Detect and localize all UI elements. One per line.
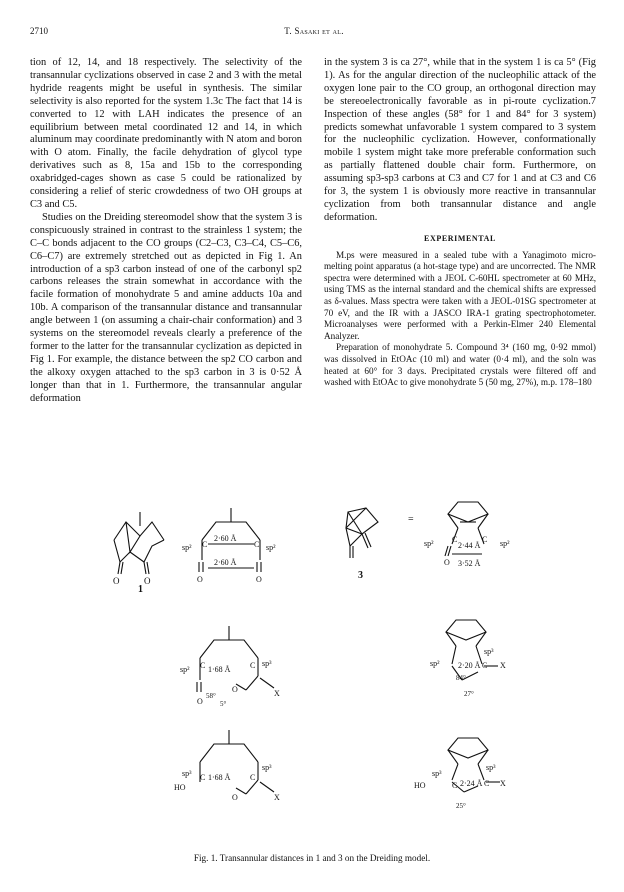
label-distance: 2·60 Å xyxy=(214,558,237,567)
label-sp3: sp³ xyxy=(484,647,494,656)
label-sp2: sp² xyxy=(424,539,434,548)
running-head: T. Sasaki et al. xyxy=(284,26,344,36)
label-compound-3: 3 xyxy=(358,570,363,581)
page-number: 2710 xyxy=(30,26,48,36)
label-sp2: sp² xyxy=(266,543,276,552)
compound-1-drawing xyxy=(114,512,164,574)
label-distance: 2·24 Å xyxy=(460,779,483,788)
label-distance: 1·68 Å xyxy=(208,773,231,782)
label-O: O xyxy=(197,575,203,584)
label-sp3: sp³ xyxy=(262,659,272,668)
left-paragraph-1: tion of 12, 14, and 18 respectively. The selectivity of the transannular cyclizations observed in case 2 and 3 with the metal hydride reagents might be useful in synthesis. The similar selectivity is also reported for the system 1.3c The fact that 14 is converted to 12 with LAH indicates the presence of an equilibrium between metal coordinated 12 and 14, in which aluminum may coordinate predominantly with N atom and boron with O atom. Finally, the facile dehydration of glycol type derivatives such as 8, 15a and 15b to the corresponding oxabridged-cages shown as case 5 could be rationalized by considering a relief of steric crowdedness of two OH groups at C3 and C5. xyxy=(30,57,302,210)
label-C: C xyxy=(482,661,488,670)
label-O: O xyxy=(197,697,203,706)
compound-1-reduced-schematic xyxy=(200,730,274,794)
label-sp2: sp² xyxy=(180,665,190,674)
label-compound-1: 1 xyxy=(138,584,143,595)
label-O: O xyxy=(256,575,262,584)
label-HO: HO xyxy=(414,781,426,790)
label-distance: 3·52 Å xyxy=(458,559,481,568)
label-distance: 2·60 Å xyxy=(214,534,237,543)
label-sp3: sp³ xyxy=(486,763,496,772)
label-C: C xyxy=(482,535,488,544)
label-O: O xyxy=(144,576,151,586)
figure-drawing xyxy=(96,500,536,845)
label-C: C xyxy=(200,661,206,670)
experimental-heading: EXPERIMENTAL xyxy=(424,233,496,243)
compound-3-drawing xyxy=(346,508,378,558)
experimental-paragraph-2: Preparation of monohydrate 5. Compound 3⁴ (160 mg, 0·92 mmol) was dissolved in EtOAc (10 ml) and water (0·4 ml), and the soln was heated at 60° for 3 days. Precipitated crystals were filtered off and washed with EtOAc to give monohydrate 5 (50 mg, 27%), m.p. 178–180 xyxy=(324,342,596,388)
label-C: C xyxy=(484,779,490,788)
experimental-section xyxy=(324,250,596,389)
label-sp2: sp² xyxy=(430,659,440,668)
figure-caption: Fig. 1. Transannular distances in 1 and 3 on the Dreiding model. xyxy=(193,853,431,863)
label-C: C xyxy=(202,540,208,549)
label-distance: 1·68 Å xyxy=(208,665,231,674)
label-equals: = xyxy=(408,514,414,525)
label-HO: HO xyxy=(174,783,186,792)
label-X: X xyxy=(500,661,506,670)
label-angle: 5° xyxy=(220,700,227,708)
left-column xyxy=(30,57,302,405)
label-X: X xyxy=(500,779,506,788)
label-X: X xyxy=(274,793,280,802)
label-O: O xyxy=(232,685,238,694)
label-C: C xyxy=(250,661,256,670)
label-C: C xyxy=(200,773,206,782)
label-sp3: sp³ xyxy=(432,769,442,778)
left-paragraph-2: Studies on the Dreiding stereomodel show that the system 3 is conspicuously strained in contrast to the strainless 1 system; the C–C bonds adjacent to the CO groups (C2–C3, C3–C4, C5–C6, C6–C7) are extremely stretched out as depicted in Fig 1. An introduction of a sp3 carbon instead of one of the carbonyl sp2 carbons releases the strain somewhat in accordance with the facile formation of monohydrate 5 and amine adducts 10a and 10b. A comparison of the transannular distance and transannular angle between 1 (on assuming a chair-chair conformation) and 3 systems on the stereomodel reveals clearly a preference of the former to the latter for the transannular cyclization as depicted in Fig 1. For example, the distance between the sp2 CO carbon and the alkoxy oxygen attached to the sp3 carbon in 3 is 0·52 Å longer than that in 1. Furthermore, the transannular angular deformation xyxy=(30,211,302,404)
label-sp2: sp² xyxy=(500,539,510,548)
right-paragraph-1: in the system 3 is ca 27°, while that in the system 1 is ca 5° (Fig 1). As for the angular direction of the nucleophilic attack of the oxygen lone pair to the CO group, an orthogonal direction may be stereoelectronically favorable as in pi-route cyclization.7 Inspection of these angles (58° for 1 and 84° for 3 system) predicts somewhat unfavorable 1 system compared to 3 system for the nucleophilic cyclization. However, conformationally mobile 1 system might take more preferable conformation such as partially flattened double chair form. Furthermore, on assuming sp3-sp3 carbons at C3 and C7 for 1 and at C3 and C6 for 3, the system 1 is obviously more reactive in transannular cyclization from both transannular distance and angle deformation. xyxy=(324,57,596,223)
label-O: O xyxy=(444,558,450,567)
label-X: X xyxy=(274,689,280,698)
label-distance: 2·20 Å xyxy=(458,661,481,670)
label-distance: 2·44 Å xyxy=(458,541,481,550)
label-angle: 25° xyxy=(456,802,466,810)
label-sp3: sp³ xyxy=(182,769,192,778)
label-sp2: sp² xyxy=(182,543,192,552)
page-header xyxy=(30,26,598,40)
label-angle: 58° xyxy=(206,692,216,700)
experimental-paragraph-1: M.ps were measured in a sealed tube with a Yanagimoto micro-melting point apparatus (a hot-stage type) and are uncorrected. The NMR spectra were determined with a JEOL C-60HL spectrometer at 60 MHz, using TMS as the internal standard and the chemical shifts are expressed as δ-values. Mass spectra were taken with a JEOL-01SG spectrometer at 70 eV, and the IR with a JASCO IRA-1 grating spectrophotometer. Microanalyses were performed with a Perkin-Elmer 240 Elemental Analyzer. xyxy=(324,249,596,341)
label-angle: 27° xyxy=(464,690,474,698)
label-angle: 84° xyxy=(456,674,466,682)
label-O: O xyxy=(113,576,120,586)
right-column xyxy=(324,57,596,389)
label-C: C xyxy=(452,781,458,790)
label-O: O xyxy=(232,793,238,802)
label-C: C xyxy=(254,540,260,549)
label-C: C xyxy=(452,535,458,544)
label-C: C xyxy=(250,773,256,782)
label-sp3: sp³ xyxy=(262,763,272,772)
figure-1 xyxy=(96,500,536,845)
